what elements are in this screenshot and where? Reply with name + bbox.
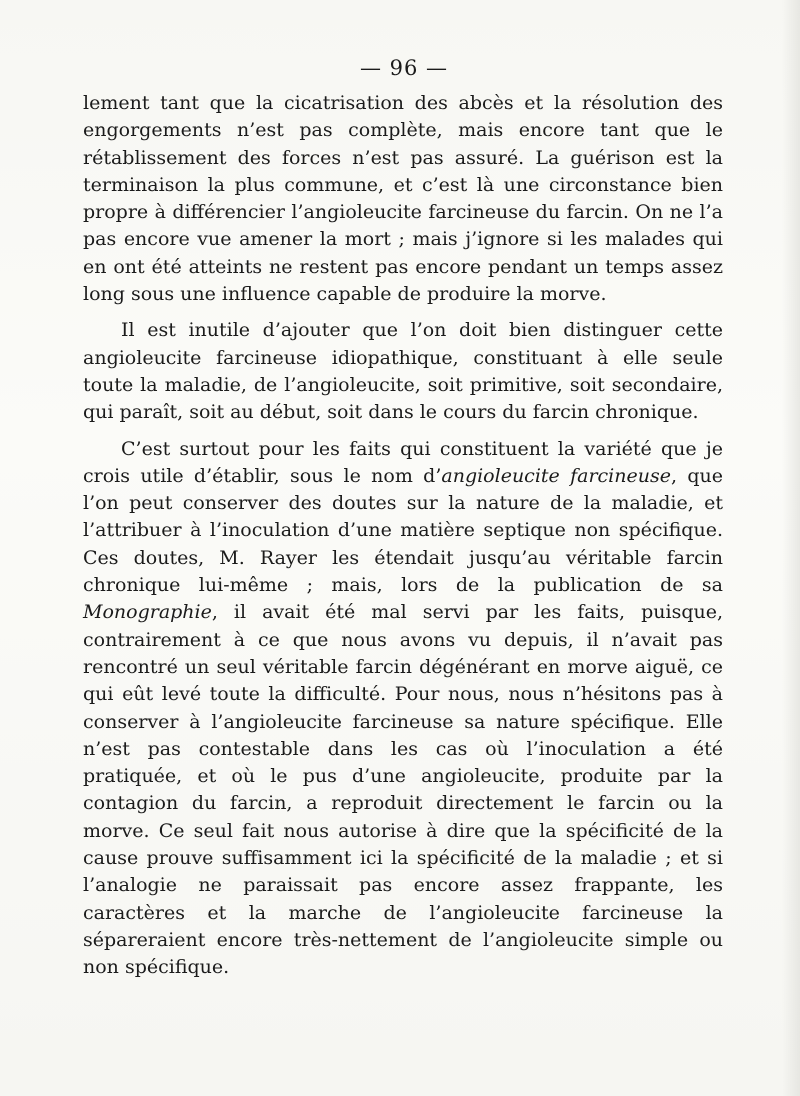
page-edge-shadow	[782, 0, 800, 1096]
paragraph-3-text-b: , que l’on peut conserver des doutes sur la nature de la maladie, et l’attribuer à l’inoculation d’une matière septique non spécifique. Ces doutes, M. Rayer les étendait jusqu’au véritable farcin chronique lui-même ; mais, lors de la publication de sa	[83, 464, 723, 597]
paragraph-1-text: lement tant que la cicatrisation des abcès et la résolution des engorgements n’est pas complète, mais encore tant que le rétablissement des forces n’est pas assuré. La guérison est la terminaison la plus commune, et c’est là une circonstance bien propre à différencier l’angioleucite farcineuse du farcin. On ne l’a pas encore vue amener la mort ; mais j’ignore si les malades qui en ont été atteints ne restent pas encore pendant un temps assez long sous une influence capable de produire la morve.	[83, 92, 723, 306]
paragraph-3-italic-term: angioleucite farcineuse	[441, 464, 671, 487]
paragraph-3	[83, 436, 723, 982]
paragraph-2-text: Il est inutile d’ajouter que l’on doit bien distinguer cette angioleucite farcineuse idiopathique, constituant à elle seule toute la maladie, de l’angioleucite, soit primitive, soit secondaire, qui paraît, soit au début, soit dans le cours du farcin chronique.	[83, 319, 723, 424]
body-text	[83, 90, 723, 991]
paragraph-3-text-a: C’est surtout pour les faits qui constituent la variété que je crois utile d’établir, sous le nom d’	[83, 437, 723, 487]
paragraph-3-italic-title: Monographie	[83, 601, 212, 624]
page-number: — 96 —	[359, 56, 449, 80]
paragraph-2	[83, 317, 723, 426]
paragraph-3-text-c: , il avait été mal servi par les faits, puisque, contrairement à ce que nous avons vu depuis, il n’avait pas rencontré un seul véritable farcin dégénérant en morve aiguë, ce qui eût levé toute la difficulté. Pour nous, nous n’hésitons pas à conserver à l’angioleucite farcineuse sa nature spécifique. Elle n’est pas contestable dans les cas où l’inoculation a été pratiquée, et où le pus d’une angioleucite, produite par la contagion du farcin, a reproduit directement le farcin ou la morve. Ce seul fait nous autorise à dire que la spécificité de la cause prouve suffisamment ici la spécificité de la maladie ; et si l’analogie ne paraissait pas encore assez frappante, les caractères et la marche de l’angioleucite farcineuse la sépareraient encore très-nettement de l’angioleucite simple ou non spécifique.	[83, 601, 723, 979]
paragraph-1	[83, 90, 723, 308]
